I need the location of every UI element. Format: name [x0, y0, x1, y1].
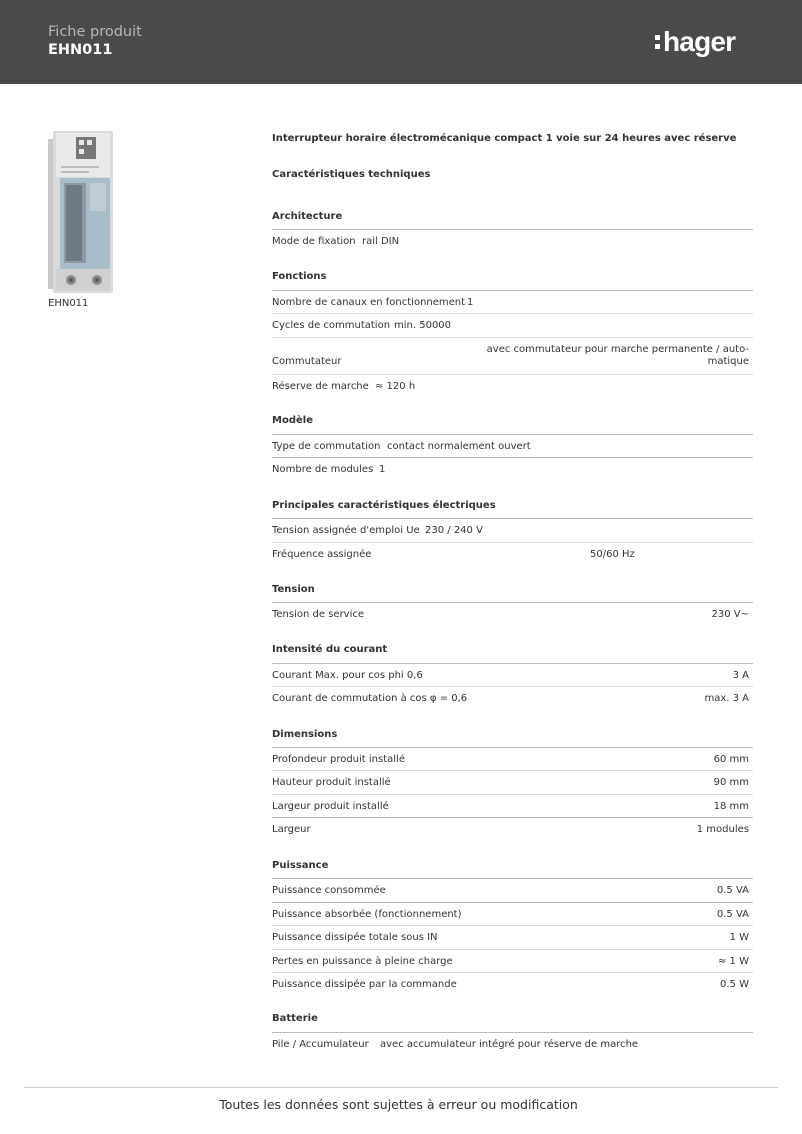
spec-label: Courant Max. pour cos phi 0,6 [272, 670, 423, 681]
tech-specs-heading: Caractéristiques techniques [272, 169, 431, 180]
product-description-heading: Interrupteur horaire électromécanique compact 1 voie sur 24 heures avec réserve [272, 133, 737, 144]
section-dimensions-title: Dimensions [272, 729, 338, 740]
spec-label: Cycles de commutation [272, 320, 391, 331]
spec-label: Largeur [272, 824, 311, 835]
spec-label: Pile / Accumulateur [272, 1039, 369, 1050]
spec-row-pertes-puissance [272, 949, 753, 973]
section-architecture-title: Architecture [272, 211, 343, 222]
spec-row-puissance-absorbee [272, 902, 753, 926]
spec-label: Tension assignée d'emploi Ue [272, 525, 420, 536]
section-courant-title: Intensité du courant [272, 644, 388, 655]
spec-row-courant-max [272, 663, 753, 687]
spec-label: Puissance dissipée totale sous IN [272, 932, 438, 943]
spec-value: rail DIN [362, 236, 400, 247]
spec-row-tension-assignee [272, 518, 753, 543]
spec-value-line1: avec commutateur pour marche permanente / auto- [486, 344, 749, 355]
spec-row-cycles [272, 313, 753, 338]
header-title: EHN011 [48, 42, 113, 58]
spec-label: Réserve de marche [272, 381, 369, 392]
spec-label: Fréquence assignée [272, 549, 372, 560]
spec-label: Hauteur produit installé [272, 777, 391, 788]
spec-row-frequence [272, 542, 753, 567]
header-subtitle: Fiche produit [48, 24, 142, 40]
spec-row-reserve [272, 374, 753, 399]
logo-word: hager [663, 26, 736, 57]
spec-label: Nombre de canaux en fonctionnement [272, 297, 466, 308]
spec-row-nombre-canaux [272, 290, 753, 314]
spec-label: Profondeur produit installé [272, 754, 405, 765]
spec-value: 230 / 240 V [425, 525, 483, 536]
spec-value: 1 [467, 297, 474, 308]
spec-value: min. 50000 [394, 320, 452, 331]
spec-label: Nombre de modules [272, 464, 374, 475]
spec-value: 90 mm [713, 777, 749, 788]
spec-row-type-commutation [272, 434, 753, 458]
spec-row-mode-fixation [272, 229, 753, 254]
spec-row-largeur [272, 817, 753, 842]
spec-value: ≈ 1 W [718, 956, 749, 967]
spec-row-commutateur [272, 337, 753, 375]
section-fonctions-title: Fonctions [272, 271, 327, 282]
spec-row-courant-commutation [272, 686, 753, 711]
spec-row-puissance-dissipee-totale [272, 925, 753, 950]
spec-label: Mode de fixation [272, 236, 356, 247]
spec-value: 0.5 W [720, 979, 749, 990]
spec-value: 1 W [729, 932, 749, 943]
section-modele-title: Modèle [272, 415, 313, 426]
spec-value: 60 mm [713, 754, 749, 765]
spec-label: Type de commutation [272, 441, 381, 452]
spec-value: 3 A [732, 670, 749, 681]
section-puissance-title: Puissance [272, 860, 329, 871]
spec-row-hauteur [272, 770, 753, 795]
section-tension-title: Tension [272, 584, 315, 595]
spec-value: 0.5 VA [716, 885, 749, 896]
spec-value: max. 3 A [704, 693, 749, 704]
spec-label: Courant de commutation à cos φ = 0,6 [272, 693, 468, 704]
spec-value-line2: matique [707, 356, 749, 367]
footer-divider [24, 1087, 778, 1088]
spec-row-tension-service [272, 602, 753, 627]
spec-row-pile [272, 1032, 753, 1057]
spec-row-largeur-produit [272, 794, 753, 818]
footer-disclaimer: Toutes les données sont sujettes à erreur ou modification [219, 1097, 578, 1112]
spec-value: contact normalement ouvert [387, 441, 531, 452]
product-image [48, 131, 118, 293]
page-header [0, 0, 802, 84]
spec-value: 1 [379, 464, 386, 475]
product-caption: EHN011 [48, 298, 89, 309]
section-electriques-title: Principales caractéristiques électriques [272, 500, 496, 511]
spec-value: 50/60 Hz [590, 549, 635, 560]
spec-value: 1 modules [696, 824, 749, 835]
spec-row-puissance-consommee [272, 878, 753, 903]
spec-label: Pertes en puissance à pleine charge [272, 956, 453, 967]
spec-row-puissance-commande [272, 972, 753, 997]
spec-value: 18 mm [713, 801, 749, 812]
spec-value: ≈ 120 h [375, 381, 416, 392]
spec-label: Tension de service [272, 609, 365, 620]
spec-row-profondeur [272, 747, 753, 771]
spec-value: avec accumulateur intégré pour réserve de marche [380, 1039, 639, 1050]
spec-label: Puissance dissipée par la commande [272, 979, 457, 990]
spec-label: Puissance consommée [272, 885, 386, 896]
spec-value: 230 V~ [711, 609, 749, 620]
spec-value: 0.5 VA [716, 909, 749, 920]
spec-label: Commutateur [272, 356, 342, 367]
logo-dots-icon [655, 35, 660, 49]
hager-logo [655, 26, 735, 58]
spec-label: Puissance absorbée (fonctionnement) [272, 909, 462, 920]
spec-row-nombre-modules [272, 457, 753, 482]
section-batterie-title: Batterie [272, 1013, 318, 1024]
spec-label: Largeur produit installé [272, 801, 389, 812]
